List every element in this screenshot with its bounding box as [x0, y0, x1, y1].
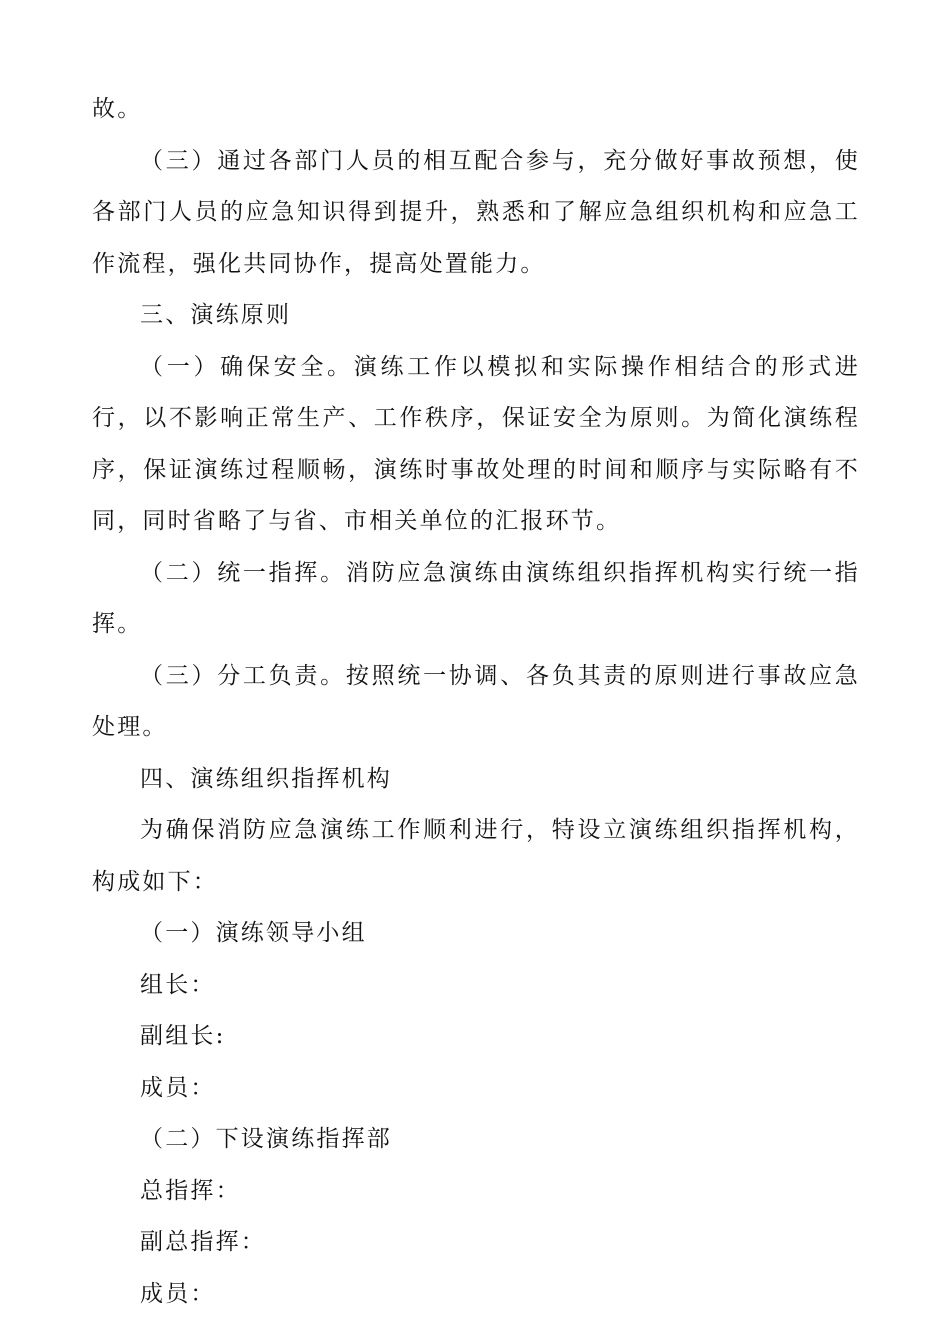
- subheading-command-center: （二）下设演练指挥部: [140, 1126, 392, 1152]
- paragraph-organization-intro: 为确保消防应急演练工作顺利进行，特设立演练组织指挥机构，构成如下：: [92, 817, 860, 895]
- field-group-members: 成员：: [140, 1074, 216, 1101]
- section-heading-organization: 四、演练组织指挥机构: [140, 765, 392, 792]
- field-deputy-group-leader: 副组长:: [140, 1023, 226, 1049]
- field-group-leader: 组长：: [140, 971, 216, 998]
- field-chief-commander: 总指挥：: [140, 1177, 241, 1204]
- paragraph-continuation: 故。: [92, 96, 143, 122]
- document-page: [92, 84, 860, 1320]
- section-heading-principles: 三、演练原则: [140, 302, 292, 328]
- field-deputy-chief-commander: 副总指挥：: [140, 1229, 266, 1255]
- subheading-leadership-group: （一）演练领导小组: [140, 920, 367, 946]
- paragraph-objective-3: （三）通过各部门人员的相互配合参与，充分做好事故预想，使各部门人员的应急知识得到提升，熟悉和了解应急组织机构和应急工作流程，强化共同协作，提高处置能力。: [92, 147, 860, 277]
- paragraph-principle-2: （二）统一指挥。消防应急演练由演练组织指挥机构实行统一指挥。: [92, 559, 860, 637]
- field-command-members: 成员：: [140, 1280, 216, 1307]
- paragraph-principle-3: （三）分工负责。按照统一协调、各负其责的原则进行事故应急处理。: [92, 662, 860, 740]
- paragraph-principle-1: （一）确保安全。演练工作以模拟和实际操作相结合的形式进行，以不影响正常生产、工作秩序，保证安全为原则。为简化演练程序，保证演练过程顺畅，演练时事故处理的时间和顺序与实际略有不同，同时省略了与省、市相关单位的汇报环节。: [92, 353, 860, 534]
